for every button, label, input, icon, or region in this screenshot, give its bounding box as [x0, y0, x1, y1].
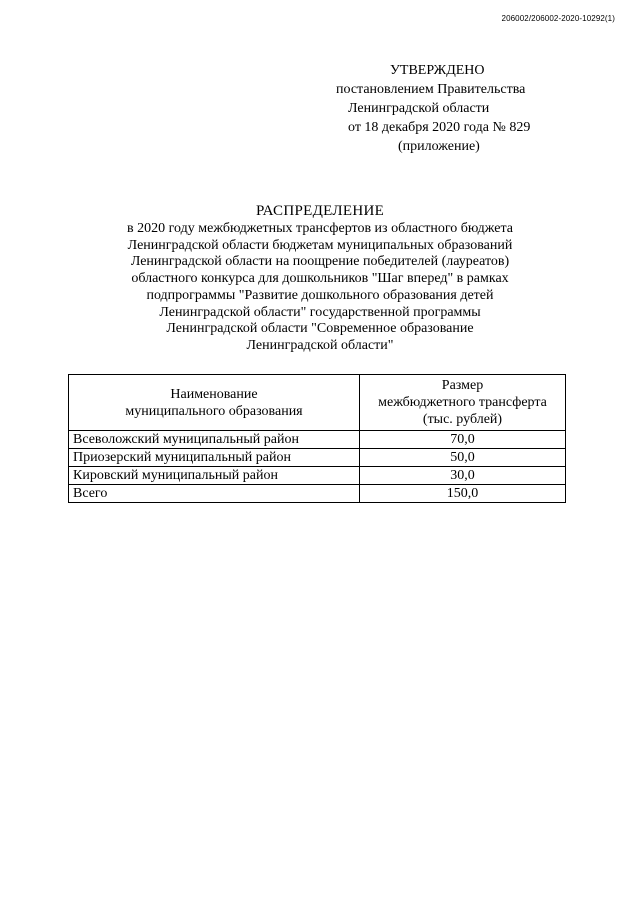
document-title — [60, 201, 580, 355]
distribution-table — [68, 374, 566, 503]
approval-heading: УТВЕРЖДЕНО — [390, 63, 485, 78]
title-heading: РАСПРЕДЕЛЕНИЕ — [255, 203, 385, 219]
table-row — [69, 467, 566, 485]
document-id: 206002/206002-2020-10292(1) — [501, 14, 615, 23]
transfer-amount: 70,0 — [360, 431, 566, 449]
column-header-municipality: Наименование муниципального образования — [69, 375, 360, 431]
approval-line: Ленинградской области — [348, 101, 490, 116]
total-label: Всего — [69, 485, 360, 503]
municipality-name: Приозерский муниципальный район — [69, 449, 360, 467]
municipality-name: Кировский муниципальный район — [69, 467, 360, 485]
table-row — [69, 431, 566, 449]
title-line: областного конкурса для дошкольников "Шаг вперед" в рамках — [131, 271, 509, 287]
municipality-name: Всеволожский муниципальный район — [69, 431, 360, 449]
transfer-amount: 30,0 — [360, 467, 566, 485]
table-row — [69, 449, 566, 467]
approval-line: от 18 декабря 2020 года № 829 — [348, 120, 531, 135]
title-line: в 2020 году межбюджетных трансфертов из областного бюджета — [127, 221, 513, 236]
title-line: Ленинградской области" — [246, 337, 394, 353]
approval-line: (приложение) — [398, 139, 480, 154]
table-header-row — [69, 375, 566, 431]
title-line: Ленинградской области "Современное образование — [166, 321, 474, 337]
title-line: Ленинградской области" государственной программы — [159, 304, 481, 320]
approval-stamp — [336, 61, 560, 156]
table-total-row — [69, 485, 566, 503]
total-amount: 150,0 — [360, 485, 566, 503]
approval-line: постановлением Правительства — [336, 82, 526, 97]
title-line: Ленинградской области на поощрение победителей (лауреатов) — [130, 254, 510, 270]
column-header-amount: Размер межбюджетного трансферта (тыс. рублей) — [360, 375, 566, 431]
title-line: подпрограммы "Развитие дошкольного образования детей — [146, 287, 494, 303]
transfer-amount: 50,0 — [360, 449, 566, 467]
title-line: Ленинградской области бюджетам муниципальных образований — [127, 237, 513, 253]
